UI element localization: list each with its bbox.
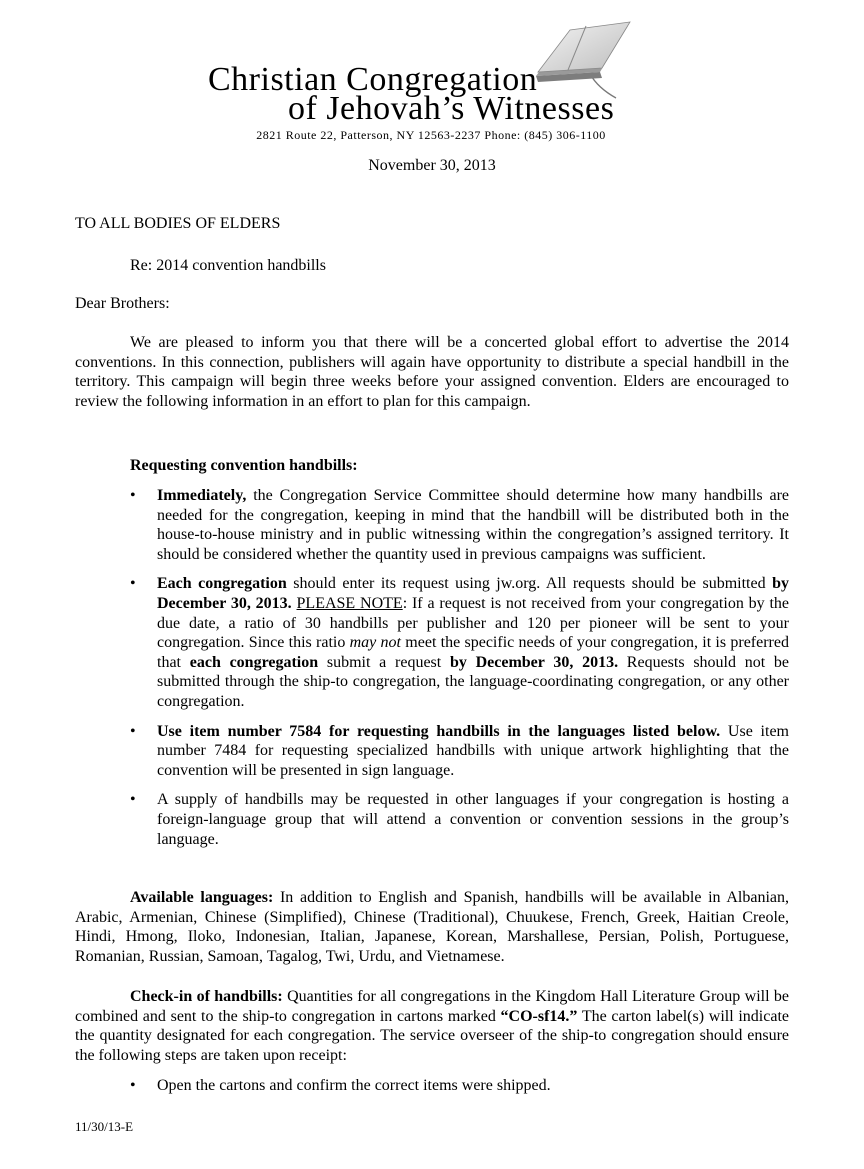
body-text: should enter its request using jw.org. All requests should be submitted bbox=[286, 575, 773, 593]
bold-text: Each congregation bbox=[157, 575, 287, 593]
bold-text: Check-in of handbills: bbox=[130, 988, 283, 1005]
intro-paragraph: We are pleased to inform you that there will be a concerted global effort to advertise the 2014 conventions. In this connection, publishers will again have opportunity to distribute a special handbill in the territory. This campaign will begin three weeks before your assigned convention. Elders are encouraged to review the following information in an effort to plan for this campaign. bbox=[75, 334, 789, 410]
org-name-line1: Christian Congregation bbox=[208, 61, 538, 98]
bold-text: Immediately, bbox=[157, 487, 247, 504]
list-item bbox=[130, 790, 789, 849]
bullet-marker: • bbox=[130, 722, 136, 740]
body-text: : If a request is not received from your congregation by the due date, a ratio of 30 handbills per publisher and 120 per pioneer will be sent to your congregation. Since this ratio bbox=[157, 594, 790, 652]
salutation: Dear Brothers: bbox=[75, 295, 170, 312]
org-name-line2: of Jehovah’s Witnesses bbox=[288, 90, 615, 127]
address-text: 2821 Route 22, Patterson, NY 12563-2237 Phone: (845) 306-1100 bbox=[256, 128, 606, 142]
body-text: the Congregation Service Committee should determine how many handbills are needed for the congregation, keeping in mind that the handbill will be distributed both in the house-to-house ministry and in public witnessing within the congregation’s assigned territory. It should be considered whether the quantity used in previous campaigns was sufficient. bbox=[157, 487, 789, 563]
letter-date: November 30, 2013 bbox=[368, 157, 496, 174]
body-text: In addition to English and Spanish, handbills will be available in Albanian, Arabic, Armenian, Chinese (Simplified), Chinese (Traditional), Chuukese, French, Greek, Haitian Creole, Hindi, Hmong, Iloko, Indonesian, Italian, Japanese, Korean, Marshallese, Persian, Polish, Portuguese, Romanian, Russian, Samoan, Tagalog, Twi, Urdu, and Vietnamese. bbox=[75, 889, 790, 965]
italic-text: may not bbox=[349, 634, 402, 652]
bullet-marker: • bbox=[130, 1077, 136, 1094]
underline-text: PLEASE NOTE bbox=[296, 594, 403, 612]
list-item bbox=[130, 486, 789, 564]
body-text: Use item number 7484 for requesting specialized handbills with unique artwork highlighting that the convention will be presented in sign language. bbox=[157, 722, 789, 779]
requesting-heading: Requesting convention handbills: bbox=[130, 457, 358, 474]
bold-text: “CO-sf14.” bbox=[500, 1007, 578, 1025]
footer-code: 11/30/13-E bbox=[75, 1119, 134, 1134]
body-text: submit a request bbox=[318, 653, 450, 671]
bullet-marker: • bbox=[130, 575, 136, 593]
letterhead-address bbox=[0, 128, 864, 143]
checkin-bullet-list bbox=[130, 1076, 789, 1106]
languages-paragraph bbox=[75, 888, 789, 966]
body-text: A supply of handbills may be requested in other languages if your congregation is hosting a foreign-language group that will attend a convention or convention sessions in the group’s language. bbox=[157, 791, 789, 848]
list-item bbox=[130, 722, 789, 781]
body-text: The carton label(s) will indicate the quantity designated for each congregation. The service overseer of the ship-to congregation should ensure the following steps are taken upon receipt: bbox=[75, 1007, 789, 1064]
bold-text: Available languages: bbox=[130, 889, 274, 906]
bold-text: each congregation bbox=[189, 653, 319, 671]
body-text: Open the cartons and confirm the correct items were shipped. bbox=[157, 1077, 551, 1094]
recipient-line: TO ALL BODIES OF ELDERS bbox=[75, 215, 281, 232]
bullet-marker: • bbox=[130, 791, 136, 809]
requesting-bullet-list bbox=[130, 486, 789, 859]
list-item bbox=[130, 1076, 789, 1096]
bullet-marker: • bbox=[130, 487, 136, 504]
checkin-paragraph bbox=[75, 987, 789, 1065]
body-text: meet the specific needs of your congregation, it is preferred that bbox=[157, 634, 789, 671]
list-item bbox=[130, 574, 789, 711]
bold-text: by December 30, 2013. bbox=[157, 575, 789, 612]
bold-text: Use item number 7584 for requesting handbills in the languages listed below. bbox=[157, 722, 721, 740]
body-text: Requests should not be submitted through the ship-to congregation, the language-coordinating congregation, or any other congregation. bbox=[157, 653, 790, 710]
subject-line: Re: 2014 convention handbills bbox=[130, 257, 326, 274]
body-text: Quantities for all congregations in the Kingdom Hall Literature Group will be combined and sent to the ship-to congregation in cartons marked bbox=[75, 988, 789, 1025]
bold-text: by December 30, 2013. bbox=[449, 653, 619, 671]
